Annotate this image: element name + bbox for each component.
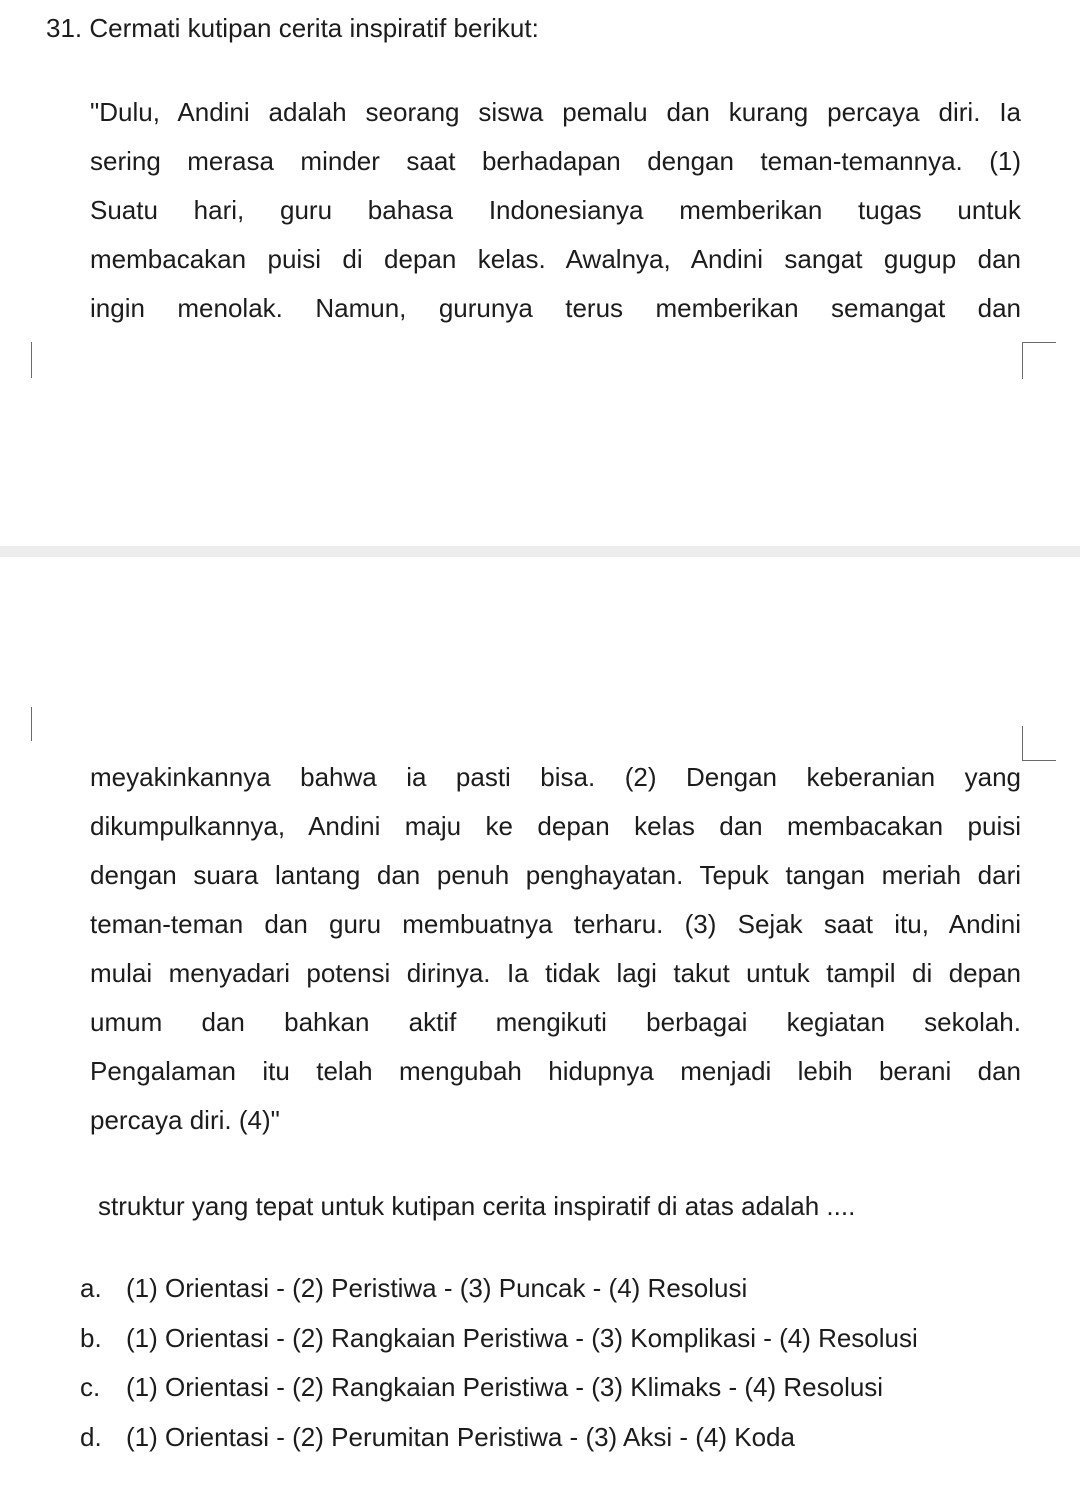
- option-letter: d.: [80, 1421, 102, 1452]
- passage-line: Suatu hari, guru bahasa Indonesianya memberikan tugas untuk: [90, 195, 1021, 225]
- page-margin-corner-bottom-left: [31, 707, 33, 741]
- passage-line: meyakinkannya bahwa ia pasti bisa. (2) Dengan keberanian yang: [90, 762, 1021, 792]
- question-prompt: struktur yang tepat untuk kutipan cerita inspiratif di atas adalah ....: [98, 1191, 856, 1221]
- page-break: [0, 546, 1080, 557]
- option-letter: a.: [80, 1273, 102, 1303]
- question-heading: [46, 8, 539, 48]
- option-a[interactable]: [80, 1268, 918, 1318]
- passage-line: membacakan puisi di depan kelas. Awalnya, Andini sangat gugup dan: [90, 244, 1021, 274]
- passage-line: teman-teman dan guru membuatnya terharu. (3) Sejak saat itu, Andini: [90, 909, 1021, 939]
- passage-line: sering merasa minder saat berhadapan dengan teman-temannya. (1): [90, 146, 1021, 176]
- instruction-text: Cermati kutipan cerita inspiratif berikut:: [89, 13, 539, 43]
- passage-line: percaya diri. (4)": [90, 1105, 280, 1135]
- passage-line: dikumpulkannya, Andini maju ke depan kelas dan membacakan puisi: [90, 811, 1021, 841]
- page-margin-corner-top-left: [31, 342, 33, 378]
- page-margin-corner-top-right: [1022, 342, 1056, 379]
- option-text: (1) Orientasi - (2) Peristiwa - (3) Puncak - (4) Resolusi: [126, 1273, 748, 1303]
- passage-line: mulai menyadari potensi dirinya. Ia tidak lagi takut untuk tampil di depan: [90, 958, 1021, 988]
- answer-options: [80, 1268, 918, 1466]
- question-number: 31.: [46, 13, 83, 43]
- option-d[interactable]: [80, 1417, 918, 1467]
- passage-line: "Dulu, Andini adalah seorang siswa pemalu dan kurang percaya diri. Ia: [90, 97, 1021, 127]
- option-c[interactable]: [80, 1367, 918, 1417]
- option-b[interactable]: [80, 1318, 918, 1368]
- page-margin-corner-bottom-right: [1022, 726, 1056, 761]
- passage-line: Pengalaman itu telah mengubah hidupnya menjadi lebih berani dan: [90, 1056, 1021, 1086]
- option-text: (1) Orientasi - (2) Perumitan Peristiwa - (3) Aksi - (4) Koda: [126, 1421, 795, 1452]
- option-text: (1) Orientasi - (2) Rangkaian Peristiwa - (3) Komplikasi - (4) Resolusi: [126, 1322, 918, 1353]
- option-letter: b.: [80, 1322, 102, 1353]
- option-letter: c.: [80, 1372, 101, 1402]
- option-text: (1) Orientasi - (2) Rangkaian Peristiwa - (3) Klimaks - (4) Resolusi: [126, 1372, 884, 1402]
- passage-line: umum dan bahkan aktif mengikuti berbagai kegiatan sekolah.: [90, 1007, 1021, 1037]
- passage-line: dengan suara lantang dan penuh penghayatan. Tepuk tangan meriah dari: [90, 860, 1021, 890]
- passage-line: ingin menolak. Namun, gurunya terus memberikan semangat dan: [90, 293, 1021, 323]
